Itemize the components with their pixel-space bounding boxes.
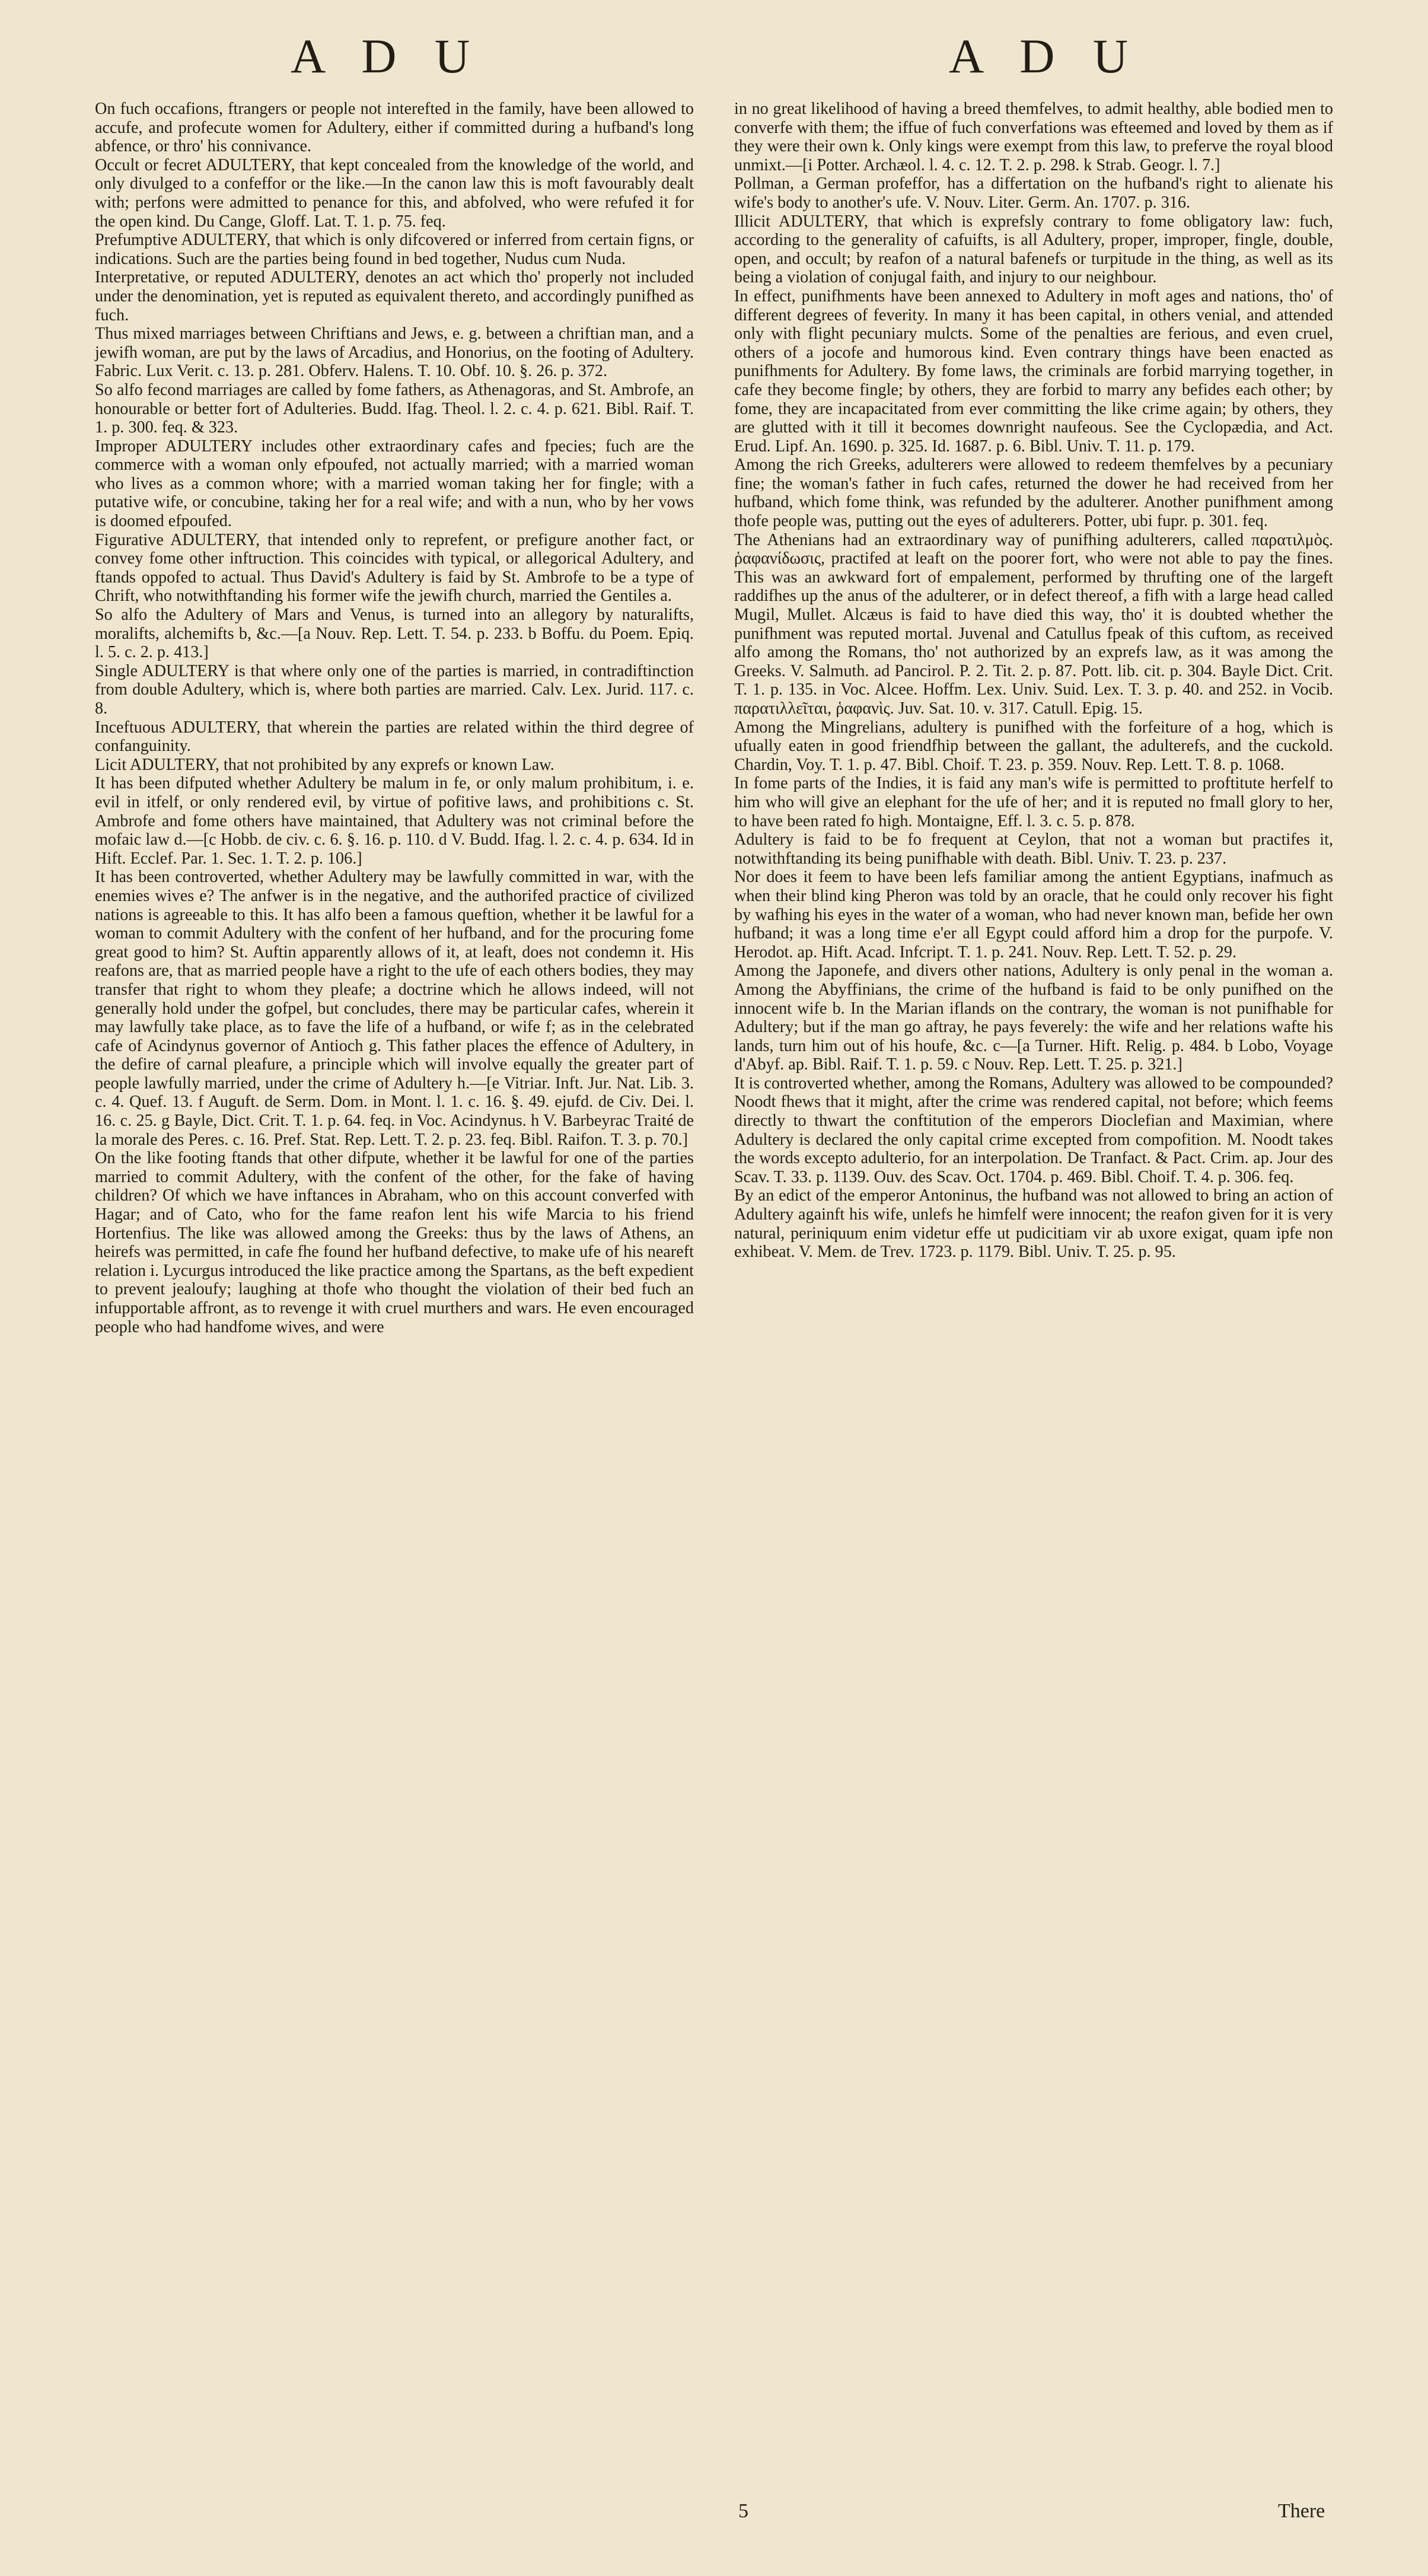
- entry-paragraph: Inceftuous ADULTERY, that wherein the parties are related within the third degree of confanguinity.: [95, 718, 694, 756]
- entry-paragraph: Among the Mingrelians, adultery is punifhed with the forfeiture of a hog, which is ufually eaten in good friendfhip between the gallant, the adulterefs, and the cuckold. Chardin, Voy. T. 1. p. 47. Bibl. Choif. T. 23. p. 359. Nouv. Rep. Lett. T. 8. p. 1068.: [734, 718, 1333, 774]
- entry-paragraph: Adultery is faid to be fo frequent at Ceylon, that not a woman but practifes it, notwithftanding its being punifhable with death. Bibl. Univ. T. 23. p. 237.: [734, 830, 1333, 868]
- entry-paragraph: Licit ADULTERY, that not prohibited by any exprefs or known Law.: [95, 755, 554, 774]
- running-head-right: A D U: [949, 29, 1142, 83]
- entry-paragraph: On the like footing ftands that other difpute, whether it be lawful for one of the parties married to commit Adultery, with the confent of the other, for the fake of having children? Of which we have inftances in Abraham, who on this account converfed with Hagar; and of Cato, who for the fame reafon lent his wife Marcia to his friend Hortenfius. The like was allowed among the Greeks: thus by the laws of Athens, an heirefs was permitted, in cafe fhe found her hufband defective, to make ufe of his neareft relation i. Lycurgus introduced the like practice among the Spartans, as the beft expedient to prevent jealoufy; laughing at thofe who thought the violation of their bed fuch an infupportable affront, as to revenge it with cruel murthers and wars. He even encouraged people who had handfome wives, and were: [95, 1149, 694, 1336]
- entry-paragraph: On fuch occafions, ftrangers or people not interefted in the family, have been allowed to accufe, and profecute women for Adultery, either if committed during a hufband's long abfence, or thro' his connivance.: [95, 100, 694, 156]
- entry-paragraph: Interpretative, or reputed ADULTERY, denotes an act which tho' properly not included under the denomination, yet is reputed as equivalent thereto, and accordingly punifhed as fuch.: [95, 268, 694, 324]
- entry-paragraph: in no great likelihood of having a breed themfelves, to admit healthy, able bodied men to converfe with them; the iffue of fuch converfations was efteemed and loved by them as if they were their own k. Only kings were exempt from this law, to preferve the royal blood unmixt.—[i Potter. Archæol. l. 4. c. 12. T. 2. p. 298. k Strab. Geogr. l. 7.]: [734, 100, 1333, 174]
- entry-paragraph: In effect, punifhments have been annexed to Adultery in moft ages and nations, tho' of different degrees of feverity. In many it has been capital, in others venial, and attended only with flight pecuniary mulcts. Some of the penalties are ferious, and even cruel, others of a jocofe and humorous kind. Even contrary things have been enacted as punifhments for Adultery. By fome laws, the criminals are forbid marrying together, in cafe they become fingle; by others, they are forbid to marry any befides each other; by fome, they are incapacitated from ever committing the like crime again; by others, they are glutted with it till it becomes downright naufeous. See the Cyclopædia, and Act. Erud. Lipf. An. 1690. p. 325. Id. 1687. p. 6. Bibl. Univ. T. 11. p. 179.: [734, 286, 1333, 456]
- entry-paragraph: Nor does it feem to have been lefs familiar among the antient Egyptians, inafmuch as when their blind king Pheron was told by an oracle, that he could only recover his fight by wafhing his eyes in the water of a woman, who had never known man, befide her own hufband; it was a long time e'er all Egypt could afford him a drop for the purpofe. V. Herodot. ap. Hift. Acad. Infcript. T. 1. p. 241. Nouv. Rep. Lett. T. 52. p. 29.: [734, 868, 1333, 961]
- signature-mark: 5: [738, 2500, 748, 2522]
- right-column: [734, 100, 1333, 1262]
- entry-paragraph: It is controverted whether, among the Romans, Adultery was allowed to be compounded? Noodt fhews that it might, after the crime was rendered capital, not before; which feems directly to thwart the conftitution of the emperors Dioclefian and Maximian, where Adultery is declared the only capital crime excepted from compofition. M. Noodt takes the words excepto adulterio, for an interpolation. De Tranfact. & Pact. Crim. ap. Jour des Scav. T. 33. p. 1139. Ouv. des Scav. Oct. 1704. p. 469. Bibl. Choif. T. 4. p. 306. feq.: [734, 1074, 1333, 1186]
- entry-paragraph: Among the Japonefe, and divers other nations, Adultery is only penal in the woman a. Among the Abyffinians, the crime of the hufband is faid to be only punifhed on the innocent wife b. In the Marian iflands on the contrary, the woman is not punifhable for Adultery; but if the man go aftray, he pays feverely: the wife and her relations wafte his lands, turn him out of his houfe, &c. c—[a Turner. Hift. Relig. p. 484. b Lobo, Voyage d'Abyf. ap. Bibl. Raif. T. 1. p. 59. c Nouv. Rep. Lett. T. 25. p. 321.]: [734, 961, 1333, 1074]
- entry-paragraph: It has been controverted, whether Adultery may be lawfully committed in war, with the enemies wives e? The anfwer is in the negative, and the authorifed practice of civilized nations is agreeable to this. It has alfo been a famous queftion, whether it be lawful for a woman to commit Adultery with the confent of her hufband, and for the procuring fome great good to him? St. Auftin apparently allows of it, at leaft, does not condemn it. His reafons are, that as married people have a right to the ufe of each others bodies, they may transfer that right to whom they pleafe; a doctrine which he allows indeed, will not generally hold under the gofpel, but concludes, there may be particular cafes, wherein it may lawfully take place, as to fave the life of a hufband, or wife f; as in the celebrated cafe of Acindynus governor of Antioch g. This father places the effence of Adultery, in the defire of carnal pleafure, a principle which will involve equally the greater part of people lawfully married, under the crime of Adultery h.—[e Vitriar. Inft. Jur. Nat. Lib. 3. c. 4. Quef. 13. f Auguft. de Serm. Dom. in Mont. l. 1. c. 16. §. 49. ejufd. de Civ. Dei. l. 16. c. 25. g Bayle, Dict. Crit. T. 1. p. 64. feq. in Voc. Acindynus. h V. Barbeyrac Traité de la morale des Peres. c. 16. Pref. Stat. Rep. Lett. T. 2. p. 23. feq. Bibl. Raifon. T. 3. p. 70.]: [95, 868, 694, 1149]
- entry-paragraph: In fome parts of the Indies, it is faid any man's wife is permitted to proftitute herfelf to him who will give an elephant for the ufe of her; and it is reputed no fmall glory to her, to have been rated fo high. Montaigne, Eff. l. 3. c. 5. p. 878.: [734, 774, 1333, 830]
- entry-paragraph: Pollman, a German profeffor, has a differtation on the hufband's right to alienate his wife's body to another's ufe. V. Nouv. Liter. Germ. An. 1707. p. 316.: [734, 174, 1333, 212]
- entry-paragraph: Single ADULTERY is that where only one of the parties is married, in contradiftinction from double Adultery, which is, where both parties are married. Calv. Lex. Jurid. 117. c. 8.: [95, 661, 694, 718]
- entry-paragraph: Thus mixed marriages between Chriftians and Jews, e. g. between a chriftian man, and a jewifh woman, are put by the laws of Arcadius, and Honorius, on the footing of Adultery. Fabric. Lux Verit. c. 13. p. 281. Obferv. Halens. T. 10. Obf. 10. §. 26. p. 372.: [95, 324, 694, 381]
- entry-paragraph: Occult or fecret ADULTERY, that kept concealed from the knowledge of the world, and only divulged to a confeffor or the like.—In the canon law this is moft favourably dealt with; perfons were admitted to penance for this, and abfolved, who were refufed it for the open kind. Du Cange, Gloff. Lat. T. 1. p. 75. feq.: [95, 155, 694, 231]
- entry-paragraph: So alfo fecond marriages are called by fome fathers, as Athenagoras, and St. Ambrofe, an honourable or better fort of Adulteries. Budd. Ifag. Theol. l. 2. c. 4. p. 621. Bibl. Raif. T. 1. p. 300. feq. & 323.: [95, 380, 694, 437]
- catchword: There: [1278, 2500, 1325, 2522]
- entry-paragraph: So alfo the Adultery of Mars and Venus, is turned into an allegory by naturalifts, moralifts, alchemifts b, &c.—[a Nouv. Rep. Lett. T. 54. p. 233. b Boffu. du Poem. Epiq. l. 5. c. 2. p. 413.]: [95, 606, 694, 662]
- running-head-left: A D U: [291, 29, 483, 83]
- entry-paragraph: Prefumptive ADULTERY, that which is only difcovered or inferred from certain figns, or indications. Such are the parties being found in bed together, Nudus cum Nuda.: [95, 231, 694, 268]
- entry-paragraph: Figurative ADULTERY, that intended only to reprefent, or prefigure another fact, or convey fome other inftruction. This coincides with typical, or allegorical Adultery, and ftands oppofed to actual. Thus David's Adultery is faid by St. Ambrofe to be a type of Chrift, who notwithftanding his former wife the jewifh church, married the Gentiles a.: [95, 530, 694, 606]
- entry-paragraph: Among the rich Greeks, adulterers were allowed to redeem themfelves by a pecuniary fine; the woman's father in fuch cafes, returned the dower he had received from her hufband, which fome think, was refunded by the adulterer. Another punifhment among thofe people was, putting out the eyes of adulterers. Potter, ubi fupr. p. 301. feq.: [734, 456, 1333, 531]
- entry-paragraph: Improper ADULTERY includes other extraordinary cafes and fpecies; fuch are the commerce with a woman only efpoufed, not actually married; with a married woman who lives as a common whore; with a married woman taking her for fingle; with a putative wife, or concubine, taking her for a real wife; and with a nun, who by her vows is doomed efpoufed.: [95, 437, 694, 531]
- entry-paragraph: Illicit ADULTERY, that which is exprefsly contrary to fome obligatory law: fuch, according to the generality of cafuifts, is all Adultery, proper, improper, fingle, double, open, and occult; by reafon of a natural bafenefs or turpitude in the thing, as well as its being a violation of conjugal faith, and injury to our neighbour.: [734, 212, 1333, 287]
- left-column: [95, 100, 694, 1336]
- entry-paragraph: By an edict of the emperor Antoninus, the hufband was not allowed to bring an action of Adultery againft his wife, unlefs he himfelf were innocent; the reafon given for it is very natural, periniquum enim videtur effe ut pudicitiam vir ab uxore exigat, quam ipfe non exhibeat. V. Mem. de Trev. 1723. p. 1179. Bibl. Univ. T. 25. p. 95.: [734, 1186, 1333, 1262]
- entry-paragraph: It has been difputed whether Adultery be malum in fe, or only malum prohibitum, i. e. evil in itfelf, or only rendered evil, by virtue of pofitive laws, and prohibitions c. St. Ambrofe and fome others have maintained, that Adultery was not criminal before the mofaic law d.—[c Hobb. de civ. c. 6. §. 16. p. 110. d V. Budd. Ifag. l. 2. c. 4. p. 634. Id in Hift. Ecclef. Par. 1. Sec. 1. T. 2. p. 106.]: [95, 774, 694, 868]
- entry-paragraph: The Athenians had an extraordinary way of punifhing adulterers, called παρατιλμὸς. ῥαφανίδωσις, practifed at leaft on the poorer fort, who were not able to pay the fines. This was an awkward fort of empalement, performed by thrufting one of the largeft raddifhes up the anus of the adulterer, or in defect thereof, a fifh with a large head called Mugil, Mullet. Alcæus is faid to have died this way, tho' it is doubted whether the punifhment was reputed mortal. Juvenal and Catullus fpeak of this cuftom, as received alfo among the Romans, tho' not authorized by an exprefs law, as it was among the Greeks. V. Salmuth. ad Pancirol. P. 2. Tit. 2. p. 87. Pott. lib. cit. p. 304. Bayle Dict. Crit. T. 1. p. 135. in Voc. Alcee. Hoffm. Lex. Univ. Suid. Lex. T. 3. p. 40. and 252. in Vocib. παρατιλλεῖται, ῥαφανὶς. Juv. Sat. 10. v. 317. Catull. Epig. 15.: [734, 530, 1333, 718]
